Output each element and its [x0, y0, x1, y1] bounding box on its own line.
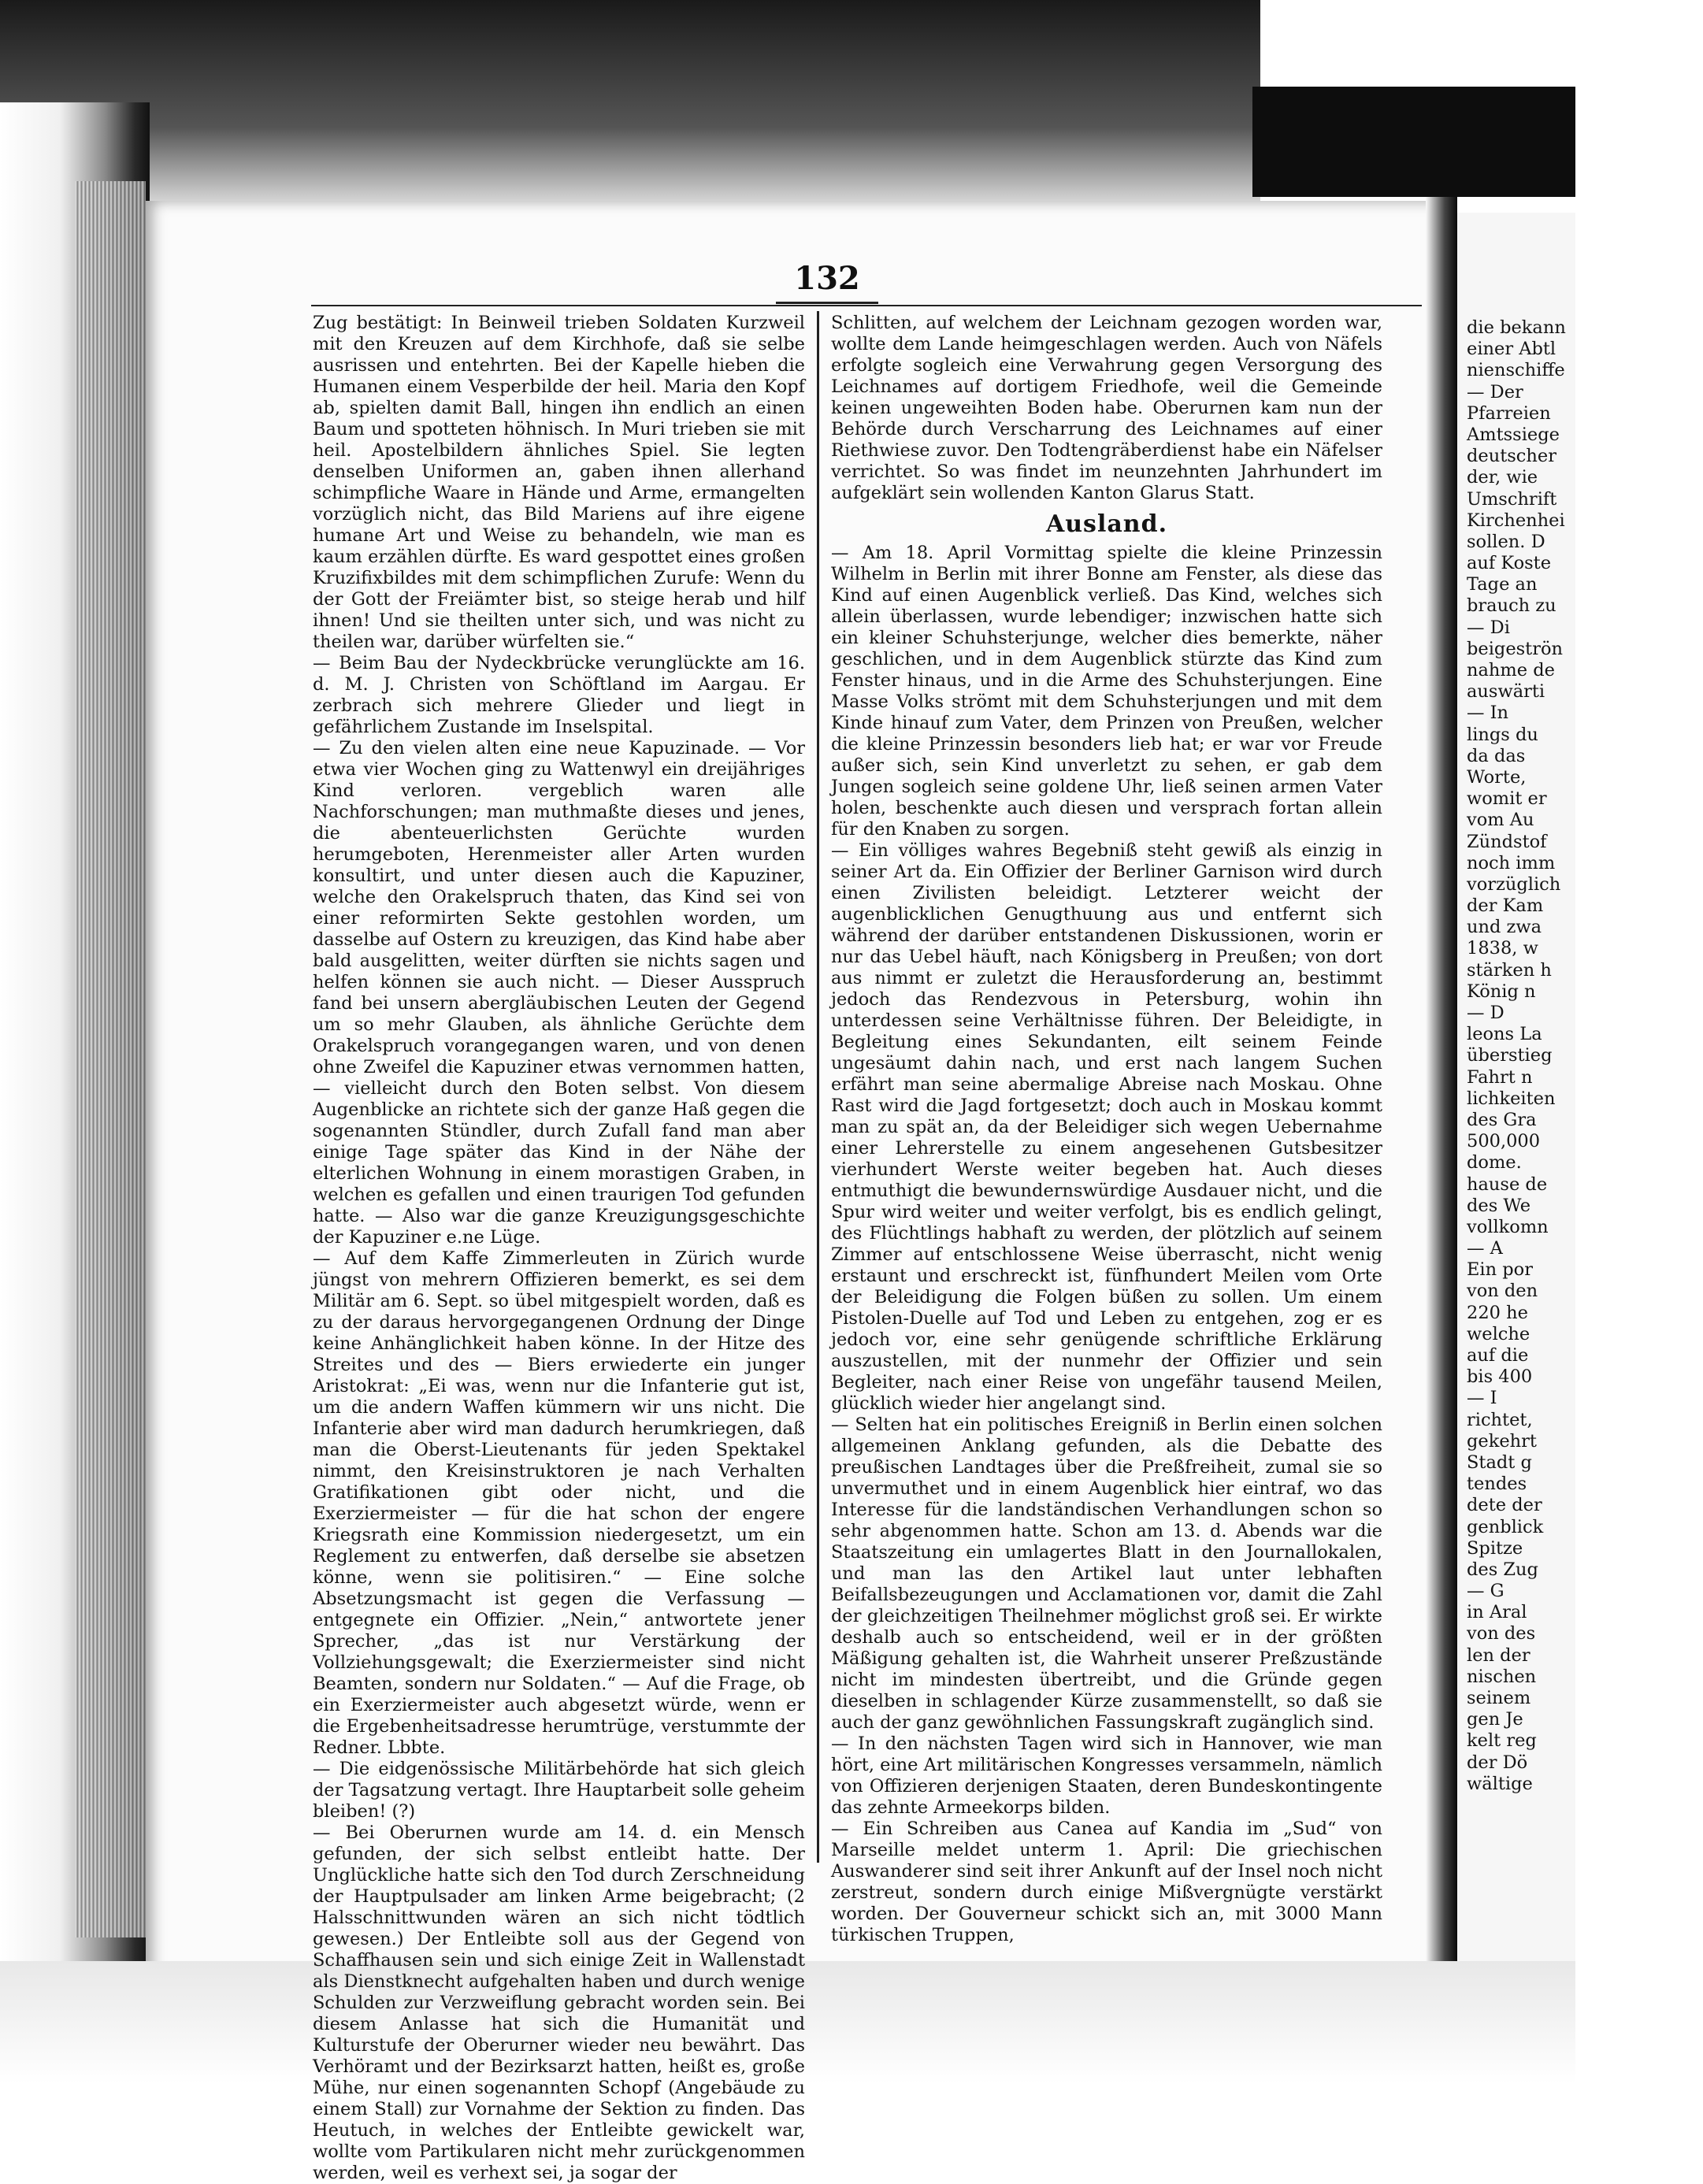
- next-page-line-fragment: Ein por: [1467, 1259, 1533, 1281]
- article-paragraph: — Bei Oberurnen wurde am 14. d. ein Mensch gefunden, der sich selbst entleibt hatte. Der Unglückliche hatte sich den Tod durch Zerschneidung der Hauptpulsader am linken Arme beigebracht; (2 Halsschnittwunden wären an sich nicht tödtlich gewesen.) Der Entleibte soll aus der Gegend von Schaffhausen sein und sich einige Zeit in Wallenstadt als Dienstknecht aufgehalten haben und durch wenige Schulden zur Verzweiflung gebracht worden sein. Bei diesem Anlasse hat sich die Humanität und Kulturstufe der Oberurner wieder neu bewährt. Das Verhöramt und der Bezirksarzt hatten, heißt es, große Mühe, nur einen sogenannten Schopf (Angebäude zu einem Stall) zur Vornahme der Sektion zu finden. Das Heutuch, in welches der Entleibte gewickelt war, wollte vom Partikularen nicht mehr zurückgenommen werden, weil es verhext sei, ja sogar der: [313, 1822, 805, 2183]
- next-page-line-fragment: vorzüglich: [1467, 873, 1561, 895]
- next-page-line-fragment: — Der: [1467, 381, 1523, 402]
- article-paragraph: — Beim Bau der Nydeckbrücke verunglückte am 16. d. M. J. Christen von Schöftland im Aargau. Er zerbrach sich mehrere Glieder und liegt in gefährlichem Zustande im Inselspital.: [313, 653, 805, 737]
- next-page-line-fragment: gekehrt: [1467, 1430, 1537, 1452]
- next-page-line-fragment: König n: [1467, 981, 1536, 1002]
- article-paragraph: — Selten hat ein politisches Ereigniß in Berlin einen solchen allgemeinen Anklang gefunden, als die Debatte des preußischen Landtages über die Preßfreiheit, zumal sie so unvermuthet und in einem Augenblick hier eintraf, wo das Interesse für die landständischen Verhandlungen schon so sehr abgenommen hatte. Schon am 13. d. Abends war die Staatszeitung ein umlagertes Blatt in den Journallokalen, und man las den Artikel laut unter lebhaften Beifallsbezeugungen und Acclamationen vor, damit die Zahl der gleichzeitigen Theilnehmer möglichst groß sei. Er wirkte deshalb auch so entscheidend, weil er in der größten Mäßigung gehalten ist, die Wahrheit unserer Preßzustände nicht im mindesten übertreibt, und die Gründe gegen dieselben in schlagender Kürze zusammenstellt, so daß sie auch der ganz gewöhnlichen Fassungskraft zugänglich sind.: [831, 1415, 1382, 1733]
- article-paragraph: — In den nächsten Tagen wird sich in Hannover, wie man hört, eine Art militärischen Kongresses versammeln, nämlich von Offizieren derjenigen Staaten, deren Bundeskontingente das zehnte Armeekorps bilden.: [831, 1733, 1383, 1818]
- next-page-line-fragment: dome.: [1467, 1152, 1522, 1174]
- page-number-rule: [776, 302, 878, 304]
- binding-fold: [1426, 197, 1457, 2008]
- page-edges: [75, 181, 146, 1937]
- next-page-line-fragment: von den: [1467, 1281, 1538, 1302]
- next-page-line-fragment: überstieg: [1467, 1045, 1553, 1066]
- next-page-line-fragment: Fahrt n: [1467, 1066, 1533, 1088]
- next-page-line-fragment: auf Koste: [1467, 553, 1552, 574]
- next-page-line-fragment: Amtssiege: [1467, 424, 1560, 445]
- next-page-line-fragment: kelt reg: [1467, 1730, 1537, 1752]
- next-page-line-fragment: welche: [1467, 1323, 1530, 1344]
- next-page-line-fragment: und zwa: [1467, 917, 1542, 938]
- next-page-line-fragment: seinem: [1467, 1688, 1531, 1708]
- section-heading-ausland: Ausland.: [1045, 510, 1168, 538]
- next-page-line-fragment: — Di: [1467, 617, 1510, 638]
- next-page-line-fragment: des We: [1467, 1195, 1531, 1216]
- next-page-line-fragment: der Kam: [1467, 895, 1544, 917]
- next-page-line-fragment: Tage an: [1467, 574, 1538, 595]
- next-page-line-fragment: vollkomn: [1467, 1216, 1549, 1237]
- next-page-line-fragment: len der: [1467, 1644, 1530, 1666]
- next-page-line-fragment: gen Je: [1467, 1709, 1523, 1730]
- next-page-line-fragment: — D: [1467, 1003, 1505, 1023]
- next-page-line-fragment: leons La: [1467, 1024, 1542, 1045]
- next-page-line-fragment: noch imm: [1467, 852, 1556, 873]
- next-page-line-fragment: — I: [1467, 1388, 1497, 1409]
- article-paragraph: — Ein völliges wahres Begebniß steht gewiß als einzig in seiner Art da. Ein Offizier der Berliner Garnison wird durch einen Zivilisten beleidigt. Letzterer weicht der augenblicklichen Genugthuung aus und entfernt sich während der darüber entstandenen Diskussionen, worin er nur das Uebel häuft, nach Königsberg in Preußen; von dort aus nimmt er zuletzt die Herausforderung an, bestimmt jedoch das Rendezvous in Petersburg, wohin ihn unterdessen seine Verhältnisse führen. Der Beleidigte, in Begleitung eines Sekundanten, eilt seinem Feinde ungesäumt dahin nach, und erst nach langem Suchen erfährt man seine abermalige Abreise nach Moskau. Ohne Rast wird die Jagd fortgesetzt; doch auch in Moskau kommt man zu spät an, da der Beleidiger sich wegen Uebernahme einer Lehrerstelle zu einem angesehenen Gutsbesitzer vierhundert Werste weiter begeben hat. Auch dieses entmuthigt die bewundernswürdige Ausdauer nicht, und die Spur wird weiter und weiter verfolgt, bis es endlich gelingt, des Flüchtlings habhaft zu werden, der plötzlich auf seinem Zimmer auf entschlossene Weise überrascht, nicht wenig erstaunt und erschreckt ist, fünfhundert Meilen vom Orte der Beleidigung die Folgen büßen zu sollen. Um einem Pistolen-Duelle auf Tod und Leben zu entgehen, zog er es jedoch vor, eine sehr genügende schriftliche Erklärung auszustellen, mit der nunmehr der Offizier und sein Begleiter, nach einer Reise von ungefähr tausend Meilen, glücklich wieder hier angelangt sind.: [831, 840, 1382, 1414]
- middle-column: [831, 313, 1383, 1945]
- next-page-line-fragment: bis 400: [1467, 1366, 1533, 1388]
- next-page-line-fragment: Worte,: [1467, 766, 1527, 788]
- next-page-line-fragment: 220 he: [1467, 1302, 1528, 1323]
- next-page-line-fragment: lichkeiten: [1467, 1088, 1556, 1109]
- next-page-line-fragment: Pfarreien: [1467, 402, 1551, 424]
- next-page-line-fragment: 500,000: [1467, 1131, 1541, 1152]
- next-page-line-fragment: sollen. D: [1467, 531, 1545, 552]
- next-page-line-fragment: Kirchenhei: [1467, 510, 1565, 531]
- next-page-line-fragment: einer Abtl: [1467, 339, 1556, 360]
- next-page-line-fragment: nischen: [1467, 1666, 1537, 1687]
- next-page-column: [1467, 317, 1703, 1795]
- next-page-line-fragment: Stadt g: [1467, 1452, 1532, 1473]
- article-paragraph: — Zu den vielen alten eine neue Kapuzinade. — Vor etwa vier Wochen ging zu Wattenwyl ein dreijähriges Kind verloren. vergeblich waren alle Nachforschungen; man muthmaßte dieses und jenes, die abenteuerlichsten Gerüchte wurden herumgeboten, Herenmeister aller Arten wurden konsultirt, und unter diesen auch die Kapuziner, welche den Orakelspruch thaten, das Kind sei von einer reformirten Sekte gestohlen worden, um dasselbe auf Ostern zu kreuzigen, das Kind habe aber bald ausgelitten, weiter dürften sie nichts sagen und helfen können sie auch nicht. — Dieser Ausspruch fand bei unsern abergläubischen Leuten der Gegend um so mehr Glauben, als ähnliche Gerüchte dem Orakelspruch vorangegangen waren, und von denen ohne Zweifel die Kapuziner etwas vernommen hatten, — vielleicht durch den Boten selbst. Von diesem Augenblicke an richtete sich der ganze Haß gegen die sogenannten Stündler, durch Zufall fand man aber einige Tage später das Kind in der Nähe der elterlichen Wohnung in einem morastigen Graben, in welchen es gefallen und einen traurigen Tod gefunden hatte. — Also war die ganze Kreuzigungsgeschichte der Kapuziner e.ne Lüge.: [313, 738, 805, 1248]
- next-page-line-fragment: stärken h: [1467, 959, 1552, 981]
- next-page-line-fragment: von des: [1467, 1623, 1536, 1644]
- next-page-line-fragment: da das: [1467, 745, 1526, 766]
- next-page-line-fragment: die bekann: [1467, 317, 1566, 338]
- next-page-line-fragment: lings du: [1467, 724, 1538, 745]
- next-page-line-fragment: nienschiffe: [1467, 360, 1565, 381]
- column-divider: [817, 311, 819, 1863]
- article-paragraph: Schlitten, auf welchem der Leichnam gezogen worden war, wollte dem Lande heimgeschlagen werden. Auch von Näfels erfolgte sogleich eine Verwahrung gegen Versorgung des Leichnames auf dortigem Friedhofe, weil die Gemeinde keinen ungeweihten Boden habe. Oberurnen kam nun der Behörde durch Verscharrung des Leichnames auf einer Riethwiese zuvor. Den Todtengräberdienst habe ein Näfelser verrichtet. So was findet im neunzehnten Jahrhundert im aufgeklärt sein wollenden Kanton Glarus Statt.: [831, 313, 1382, 503]
- article-paragraph: — Die eidgenössische Militärbehörde hat sich gleich der Tagsatzung vertagt. Ihre Hauptarbeit solle geheim bleiben! (?): [313, 1759, 805, 1822]
- next-page-line-fragment: — G: [1467, 1581, 1505, 1602]
- next-page-line-fragment: deutscher: [1467, 446, 1556, 467]
- next-page-line-fragment: Zündstof: [1467, 831, 1547, 852]
- next-page-line-fragment: wältige: [1467, 1773, 1533, 1794]
- next-page-line-fragment: richtet,: [1467, 1409, 1533, 1430]
- top-right-shadow: [1252, 87, 1575, 197]
- next-page-line-fragment: vom Au: [1467, 810, 1534, 831]
- next-page-line-fragment: hause de: [1467, 1174, 1548, 1195]
- article-paragraph: — Ein Schreiben aus Canea auf Kandia im „Sud“ von Marseille meldet unterm 1. April: Die griechischen Auswanderer sind seit ihrer Ankunft auf der Insel noch nicht zerstreut, sondern durch einige Mißvergnügte verstärkt worden. Der Gouverneur schickt sich an, mit 3000 Mann türkischen Truppen,: [831, 1819, 1382, 1945]
- article-paragraph: Zug bestätigt: In Beinweil trieben Soldaten Kurzweil mit den Kreuzen auf dem Kirchhofe, daß sie selbe ausrissen und entehrten. Bei der Kapelle hieben die Humanen einem Vesperbilde der heil. Maria den Kopf ab, spielten damit Ball, hingen ihn endlich an einen Baum und spotteten höhnisch. In Muri trieben sie mit heil. Apostelbildern ähnliches Spiel. Sie legten denselben Uniformen an, gaben ihnen allerhand schimpfliche Waare in Hände und Arme, ermangelten vorzüglich nicht, das Bild Mariens auf ihre eigene humane Art und Weise zu behandeln, wie man es kaum erzählen dürfte. Es ward gespottet eines großen Kruzifixbildes mit dem schimpflichen Zurufe: Wenn du der Gott der Freiämter bist, so steige herab und hilf ihnen! Und sie theilten unter sich, und was nicht zu theilen war, darüber würfelten sie.“: [313, 313, 805, 652]
- next-page-line-fragment: auf die: [1467, 1345, 1529, 1366]
- next-page-line-fragment: des Zug: [1467, 1559, 1538, 1580]
- next-page-line-fragment: der, wie: [1467, 467, 1538, 488]
- next-page-line-fragment: nahme de: [1467, 660, 1555, 680]
- next-page-line-fragment: beigeströn: [1467, 638, 1564, 659]
- top-shadow: [0, 0, 1260, 213]
- next-page-line-fragment: dete der: [1467, 1495, 1542, 1516]
- next-page-line-fragment: genblick: [1467, 1516, 1544, 1537]
- next-page-line-fragment: 1838, w: [1467, 938, 1538, 959]
- next-page-line-fragment: auswärti: [1467, 681, 1545, 703]
- next-page-line-fragment: Spitze: [1467, 1537, 1523, 1559]
- next-page-line-fragment: — In: [1467, 703, 1509, 724]
- next-page-line-fragment: brauch zu: [1467, 595, 1556, 617]
- left-column: [313, 313, 805, 2183]
- article-paragraph: — Am 18. April Vormittag spielte die kleine Prinzessin Wilhelm in Berlin mit ihrer Bonne am Fenster, als diese das Kind auf einen Augenblick verließ. Das Kind, welches sich allein überlassen, wurde lebendiger; inzwischen hatte sich ein kleiner Schuhsterjunge, welcher dies bemerkte, näher geschlichen, und in dem Augenblick stürzte das Kind zum Fenster hinaus, und in die Arme des Schuhsterjungen. Eine Masse Volks strömt mit dem Schuhsterjungen und mit dem Kinde hinauf zum Vater, dem Prinzen von Preußen, welcher die kleine Prinzessin besonders lieb hat; er war vor Freude außer sich, sein Kind unverletzt zu sehen, er gab dem Jungen sogleich seine goldene Uhr, ließ seinen armen Vater holen, beschenkte auch diesen und versprach fortan allein für den Knaben zu sorgen.: [831, 543, 1382, 840]
- next-page-line-fragment: — A: [1467, 1238, 1503, 1259]
- next-page-line-fragment: der Dö: [1467, 1752, 1528, 1773]
- page-number: 132: [794, 260, 860, 297]
- next-page-line-fragment: des Gra: [1467, 1109, 1537, 1130]
- next-page-line-fragment: womit er: [1467, 788, 1547, 810]
- next-page-line-fragment: Umschrift: [1467, 488, 1557, 510]
- article-paragraph: — Auf dem Kaffe Zimmerleuten in Zürich wurde jüngst von mehrern Offizieren bemerkt, es sei dem Militär am 6. Sept. so übel mitgespielt worden, daß es zu der daraus hervorgegangenen Ordnung der Dinge keine Anhänglichkeit haben könne. In der Hitze des Streites und des — Biers erwiederte ein junger Aristokrat: „Ei was, wenn nur die Infanterie gut ist, um die andern Waffen kümmern wir uns nicht. Die Infanterie aber wird man dadurch herumkriegen, daß man die Oberst-Lieutenants für jeden Spektakel nimmt, den Kreisinstruktoren je nach Verhalten Gratifikationen gibt oder nicht, und die Exerziermeister — für die hat schon der engere Kriegsrath eine Kommission niedergesetzt, um ein Reglement zu entwerfen, daß derselbe sie absetzen könne, wenn sie politisiren.“ — Eine solche Absetzungsmacht ist gegen die Verfassung — entgegnete ein Offizier. „Nein,“ antwortete jener Sprecher, „das ist nur Verstärkung der Vollziehungsgewalt; die Exerziermeister sind nicht Beamten, sondern nur Soldaten.“ — Auf die Frage, ob ein Exerziermeister auch abgesetzt würde, wenn er die Ergebenheitsadresse herumtrüge, verstummte der Redner. Lbbte.: [313, 1248, 805, 1758]
- next-page-line-fragment: in Aral: [1467, 1602, 1527, 1623]
- header-rule: [311, 305, 1422, 306]
- next-page-line-fragment: tendes: [1467, 1474, 1527, 1495]
